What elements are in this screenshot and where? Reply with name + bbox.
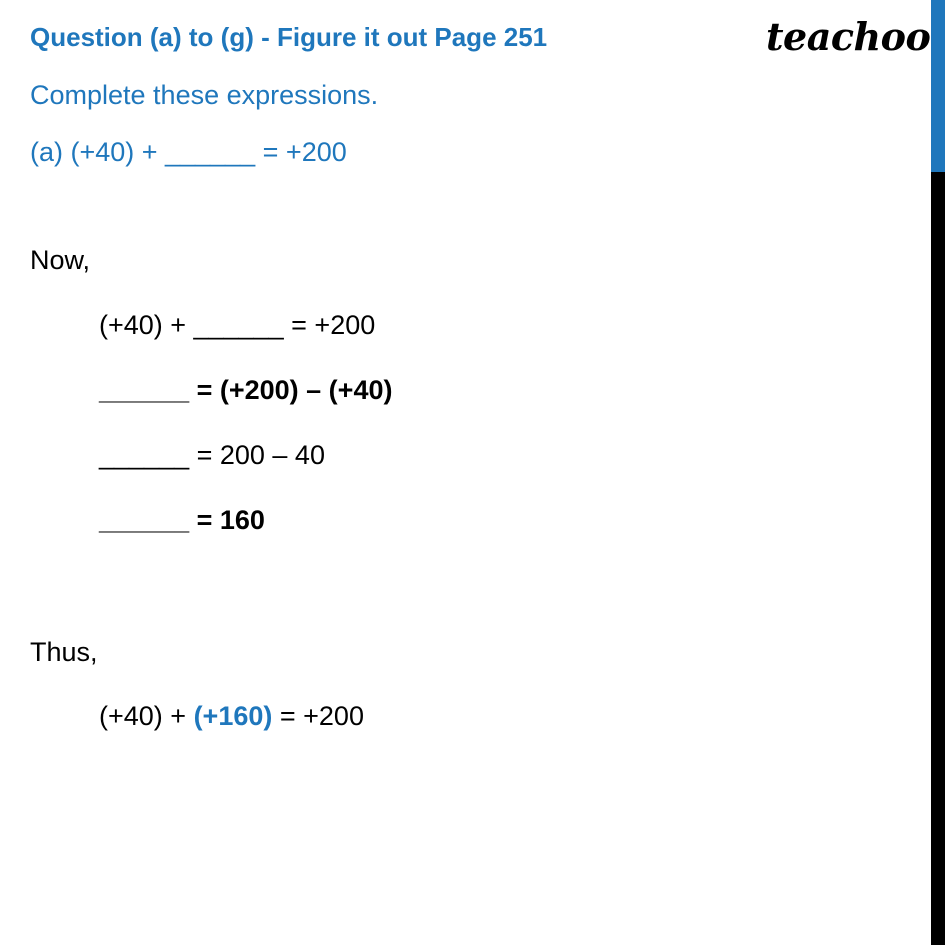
now-label: Now, bbox=[30, 245, 91, 275]
final-equation bbox=[99, 701, 364, 732]
solution-step-1: (+40) + ______ = +200 bbox=[99, 310, 376, 340]
final-answer: (+160) bbox=[193, 701, 273, 731]
question-part-a: (a) (+40) + ______ = +200 bbox=[30, 137, 347, 167]
solution-step-4: ______ = 160 bbox=[99, 505, 265, 535]
solution-step-2: ______ = (+200) – (+40) bbox=[99, 375, 393, 405]
scrollbar-thumb[interactable] bbox=[931, 0, 945, 172]
thus-label: Thus, bbox=[30, 637, 98, 667]
teachoo-logo: teachoo bbox=[766, 14, 931, 59]
question-heading: Question (a) to (g) - Figure it out Page 251 bbox=[30, 22, 548, 52]
solution-step-3: ______ = 200 – 40 bbox=[99, 440, 325, 470]
final-equation-prefix: (+40) + bbox=[99, 701, 194, 731]
question-instruction: Complete these expressions. bbox=[30, 80, 379, 110]
final-equation-suffix: = +200 bbox=[272, 701, 364, 731]
